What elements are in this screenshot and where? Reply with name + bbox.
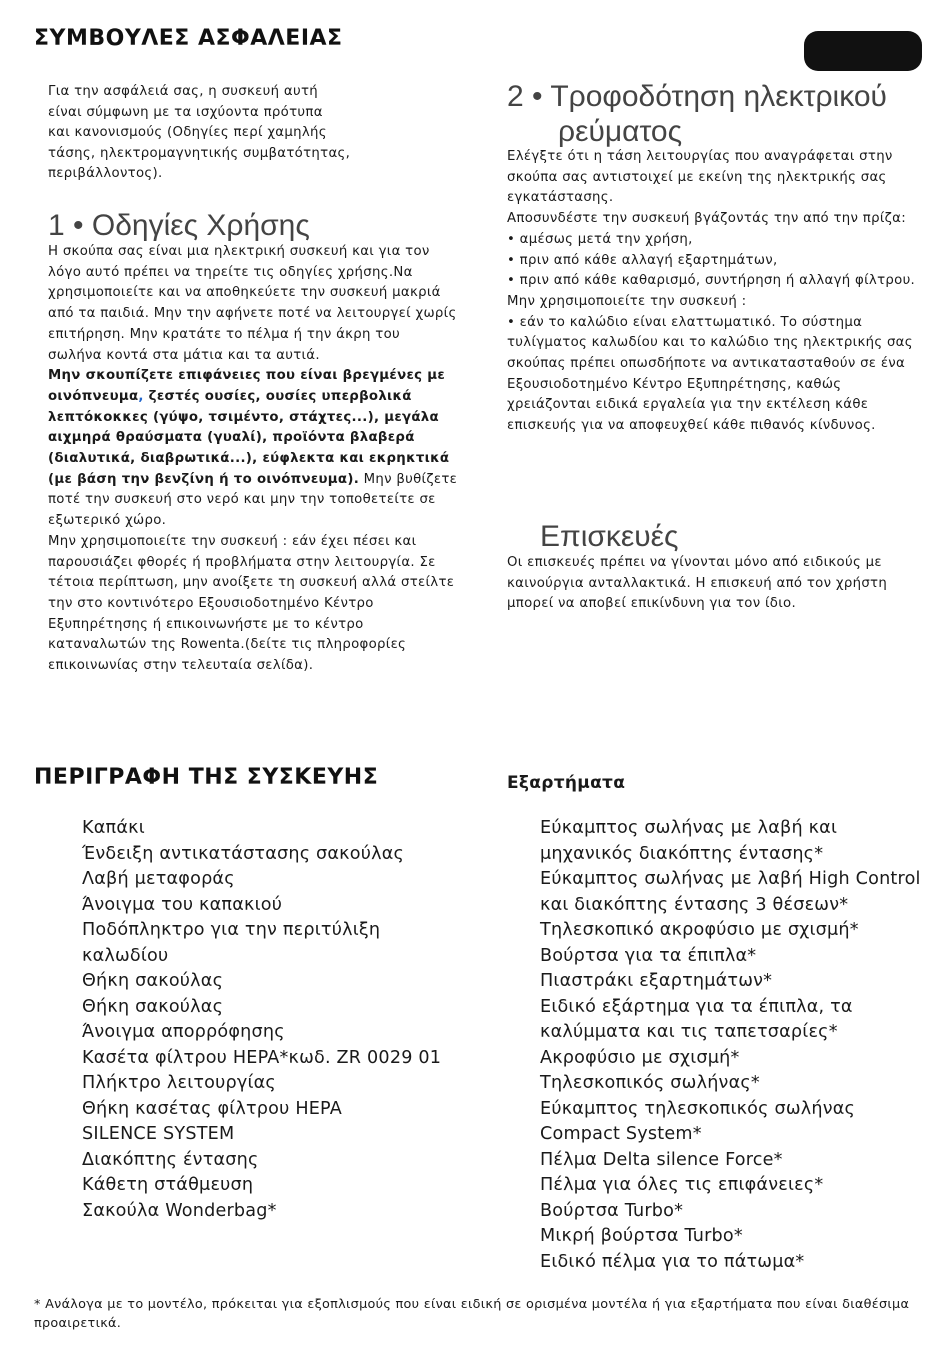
language-tab-badge xyxy=(804,31,922,71)
section2-paragraph: Μην χρησιμοποιείτε την συσκευή : xyxy=(507,293,747,309)
accessory-item: Ειδικό εξάρτημα για τα έπιπλα, τα xyxy=(540,996,853,1017)
warning-accent-comma: , xyxy=(138,388,144,404)
section1-warning xyxy=(48,366,458,532)
section2-heading-line1: 2 • Τροφοδότηση ηλεκτρικού xyxy=(507,80,887,113)
accessory-item: Εύκαμπτος σωλήνας με λαβή High Control xyxy=(540,869,921,889)
accessory-item: Εύκαμπτος σωλήνας με λαβή και xyxy=(540,818,838,838)
accessory-item: Τηλεσκοπικό ακροφύσιο με σχισμή* xyxy=(540,920,859,940)
accessory-item: Πέλμα για όλες τις επιφάνειες* xyxy=(540,1175,824,1195)
accessory-item: μηχανικός διακόπτης έντασης* xyxy=(540,843,824,864)
bullet-item: • εάν το καλώδιο είναι ελαττωματικό. Το σύστημα τυλίγματος καλωδίου και το καλώδιο της ηλεκτρικής σας σκούπας πρέπει οπωσδήποτε να αντικατασταθούν σε ένα Εξουσιοδοτημένο Κέντρο Εξυπηρέτησης, καθώς χρειάζονται ειδικά εργαλεία για την εκτέλεση κάθε επισκευής για να αποφευχθεί κάθε πιθανός κίνδυνος. xyxy=(507,314,913,434)
accessory-item: Compact System* xyxy=(540,1124,702,1144)
description-item: Άνοιγμα του καπακιού xyxy=(82,894,283,915)
bullet-item: • πριν από κάθε καθαρισμό, συντήρηση ή αλλαγή φίλτρου. xyxy=(507,273,916,289)
intro-line: τάσης, ηλεκτρομαγνητικής συμβατότητας, xyxy=(48,145,351,161)
bullet-item: • πριν από κάθε αλλαγή εξαρτημάτων, xyxy=(507,252,778,268)
bullet-item: • αμέσως μετά την χρήση, xyxy=(507,231,693,247)
accessory-item: Πέλμα Delta silence Force* xyxy=(540,1149,783,1170)
description-item: Διακόπτης έντασης xyxy=(82,1149,259,1170)
warning-rest-text: Μην βυθίζετε ποτέ την συσκευή στο νερό και μην την τοποθετείτε σε εξωτερικό χώρο. xyxy=(48,471,458,529)
accessory-item: Πιαστράκι εξαρτημάτων* xyxy=(540,971,773,991)
description-item: Καπάκι xyxy=(82,818,145,838)
section1-paragraph: Μην χρησιμοποιείτε την συσκευή : εάν έχει πέσει και παρουσιάζει φθορές ή προβλήματα στην λειτουργία. Σε τέτοια περίπτωση, μην ανοίξετε τη συσκευή αλλά στείλτε την στο κοντινότερο Εξουσιοδοτημένο Κέντρο Εξυπηρέτησης ή επικοινωνήστε με το κέντρο καταναλωτών της Rowenta.(δείτε τις πληροφορίες επικοινωνίας στην τελευταία σελίδα). xyxy=(48,533,455,674)
accessory-item: Τηλεσκοπικός σωλήνας* xyxy=(540,1073,760,1093)
intro-line: είναι σύμφωνη με τα ισχύοντα πρότυπα xyxy=(48,104,323,120)
warning-bold-text: ζεστές ουσίες, ουσίες υπερβολικά λεπτόκοκκες (γύψο, τσιμέντο, στάχτες...), μεγάλα αιχμηρά θραύσματα (γυαλί), προϊόντα βλαβερά (διαλυτικά, διαβρωτικά...), εύφλεκτα και εκρηκτικά (με βάση την βενζίνη ή το οινόπνευμα). xyxy=(48,388,450,487)
intro-line: και κανονισμούς (Οδηγίες περί χαμηλής xyxy=(48,125,327,141)
description-item: Κάθετη στάθμευση xyxy=(82,1175,254,1195)
description-item: Κασέτα φίλτρου HEPA*κωδ. ZR 0029 01 xyxy=(82,1047,442,1068)
section2-body xyxy=(507,147,927,437)
accessory-item: Μικρή βούρτσα Turbo* xyxy=(540,1226,743,1246)
section2-paragraph: Αποσυνδέστε την συσκευή βγάζοντάς την από την πρίζα: xyxy=(507,211,907,227)
safety-intro xyxy=(48,82,438,185)
description-item: Θήκη σακούλας xyxy=(82,971,224,991)
section1-heading: 1 • Οδηγίες Χρήσης xyxy=(48,209,310,242)
intro-line: Για την ασφάλειά σας, η συσκευή αυτή xyxy=(48,84,318,99)
repairs-text: Οι επισκευές πρέπει να γίνονται μόνο από ειδικούς με καινούργια ανταλλακτικά. Η επισκευή από τον χρήστη μπορεί να αποβεί επικίνδυνη για τον ίδιο. xyxy=(507,555,888,612)
accessories-title: Εξαρτήματα xyxy=(507,773,626,793)
description-list xyxy=(82,816,441,1224)
accessory-item: Βούρτσα Turbo* xyxy=(540,1200,684,1221)
intro-line: περιβάλλοντος). xyxy=(48,166,163,182)
description-item: Ποδόπληκτρο για την περιτύλιξη xyxy=(82,920,381,940)
description-item: Θήκη κασέτας φίλτρου HEPA xyxy=(82,1098,342,1119)
accessory-item: καλύμματα και τις ταπετσαρίες* xyxy=(540,1022,838,1042)
safety-title: ΣΥΜΒΟΥΛΕΣ ΑΣΦΑΛΕΙΑΣ xyxy=(34,26,343,51)
description-item: Πλήκτρο λειτουργίας xyxy=(82,1073,276,1093)
accessory-item: Βούρτσα για τα έπιπλα* xyxy=(540,945,757,966)
section2-paragraph: Ελέγξτε ότι η τάση λειτουργίας που αναγράφεται στην σκούπα σας αντιστοιχεί με εκείνη της ηλεκτρικής σας εγκατάστασης. xyxy=(507,149,893,206)
section1-paragraph: Η σκούπα σας είναι μια ηλεκτρική συσκευή και για τον λόγο αυτό πρέπει να τηρείτε τις οδηγίες χρήσης.Να χρησιμοποιείτε και να αποθηκεύετε την συσκευή μακριά από τα παιδιά. Μην την αφήνετε ποτέ να λειτουργεί χωρίς επιτήρηση. Μην κρατάτε το πέλμα ή την άκρη του σωλήνα κοντά στα μάτια και τα αυτιά. xyxy=(48,244,457,363)
accessories-list xyxy=(540,816,921,1275)
section1-body xyxy=(48,242,458,677)
warning-bold-text: Μην σκουπίζετε επιφάνειες που είναι βρεγμένες με οινόπνευμα xyxy=(48,368,446,404)
accessory-item: Εύκαμπτος τηλεσκοπικός σωλήνας xyxy=(540,1098,856,1119)
description-item: SILENCE SYSTEM xyxy=(82,1124,235,1144)
section2-heading-line2: ρεύματος xyxy=(558,115,683,148)
footnote: * Ανάλογα με το μοντέλο, πρόκειται για εξοπλισμούς που είναι ειδική σε ορισμένα μοντέλα ή για εξαρτήματα που είναι διαθέσιμα προαιρετικά. xyxy=(34,1297,910,1331)
description-item: Άνοιγμα απορρόφησης xyxy=(82,1022,285,1042)
description-item: Ένδειξη αντικατάστασης σακούλας xyxy=(82,843,405,864)
description-title: ΠΕΡΙΓΡΑΦΗ ΤΗΣ ΣΥΣΚΕΥΗΣ xyxy=(34,765,379,790)
description-item: Σακούλα Wonderbag* xyxy=(82,1200,277,1221)
accessory-item: Ειδικό πέλμα για το πάτωμα* xyxy=(540,1251,805,1272)
accessory-item: και διακόπτης έντασης 3 θέσεων* xyxy=(540,894,849,915)
accessory-item: Ακροφύσιο με σχισμή* xyxy=(540,1047,740,1068)
description-item: καλωδίου xyxy=(82,945,169,966)
description-item: Θήκη σακούλας xyxy=(82,996,224,1017)
repairs-heading: Επισκευές xyxy=(540,520,679,553)
description-item: Λαβή μεταφοράς xyxy=(82,869,235,889)
